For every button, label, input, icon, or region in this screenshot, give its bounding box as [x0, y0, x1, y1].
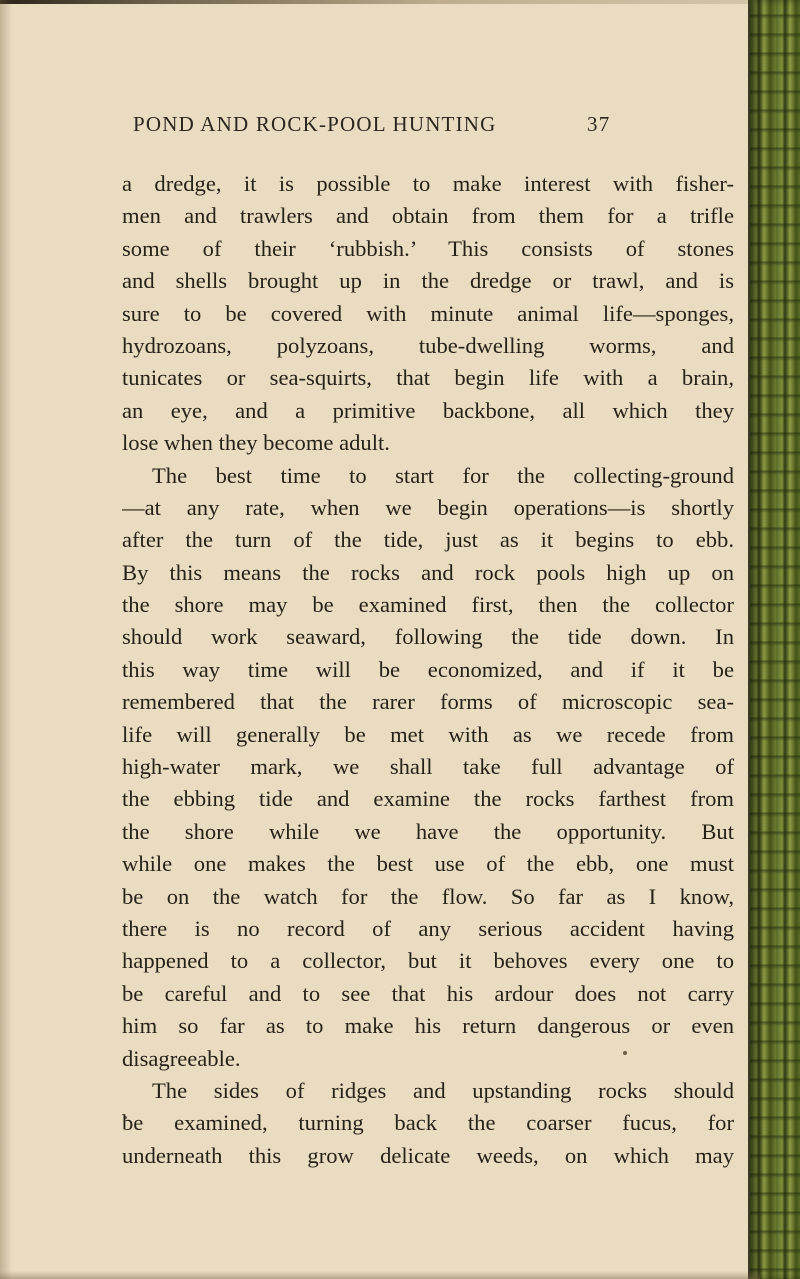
text-line: the shore while we have the opportunity. But [122, 818, 734, 844]
page-number: 37 [587, 112, 611, 136]
text-line: By this means the rocks and rock pools high up on [122, 559, 734, 585]
text-line: after the turn of the tide, just as it begins to ebb. [122, 527, 734, 553]
text-line: him so far as to make his return dangerous or even [122, 1013, 734, 1039]
text-line: —at any rate, when we begin operations—is shortly [122, 494, 734, 520]
text-line: disagreeable. [122, 1045, 241, 1071]
page-bottom-edge [0, 1271, 760, 1279]
text-line: men and trawlers and obtain from them for a trifle [122, 203, 734, 229]
text-line: some of their ‘rubbish.’ This consists of stones [122, 235, 734, 261]
text-line: lose when they become adult. [122, 430, 390, 456]
body-text [122, 168, 734, 1172]
text-line: be careful and to see that his ardour does not carry [122, 980, 734, 1006]
running-head: POND AND ROCK-POOL HUNTING [133, 112, 497, 136]
book-spine-edge [748, 0, 800, 1279]
text-line: tunicates or sea-squirts, that begin life with a brain, [122, 365, 734, 391]
text-line: high-water mark, we shall take full advantage of [122, 754, 734, 780]
text-line: should work seaward, following the tide down. In [122, 624, 734, 650]
text-line: happened to a collector, but it behoves every one to [122, 948, 734, 974]
text-line: and shells brought up in the dredge or trawl, and is [122, 268, 734, 294]
paragraph-start-line: The best time to start for the collecting-ground [152, 462, 734, 488]
text-line: underneath this grow delicate weeds, on which may [122, 1142, 734, 1168]
text-line: be on the watch for the flow. So far as I know, [122, 883, 734, 909]
page-top-edge [0, 0, 800, 4]
text-line: the ebbing tide and examine the rocks farthest from [122, 786, 734, 812]
text-line: a dredge, it is possible to make interest with fisher- [122, 171, 734, 196]
text-line: an eye, and a primitive backbone, all which they [122, 397, 734, 423]
text-line: the shore may be examined first, then the collector [122, 592, 734, 618]
text-line: remembered that the rarer forms of microscopic sea- [122, 689, 734, 715]
page-header [0, 112, 800, 144]
text-line: while one makes the best use of the ebb, one must [122, 851, 734, 877]
paragraph-start-line: The sides of ridges and upstanding rocks should [152, 1077, 734, 1103]
text-line: there is no record of any serious accident having [122, 915, 734, 941]
text-line: this way time will be economized, and if it be [122, 656, 734, 682]
page-left-shadow [0, 0, 12, 1279]
text-line: be examined, turning back the coarser fucus, for [122, 1110, 734, 1136]
text-line: life will generally be met with as we recede from [122, 721, 734, 747]
text-line: hydrozoans, polyzoans, tube-dwelling worms, and [122, 332, 734, 358]
text-line: sure to be covered with minute animal life—sponges, [122, 300, 734, 326]
